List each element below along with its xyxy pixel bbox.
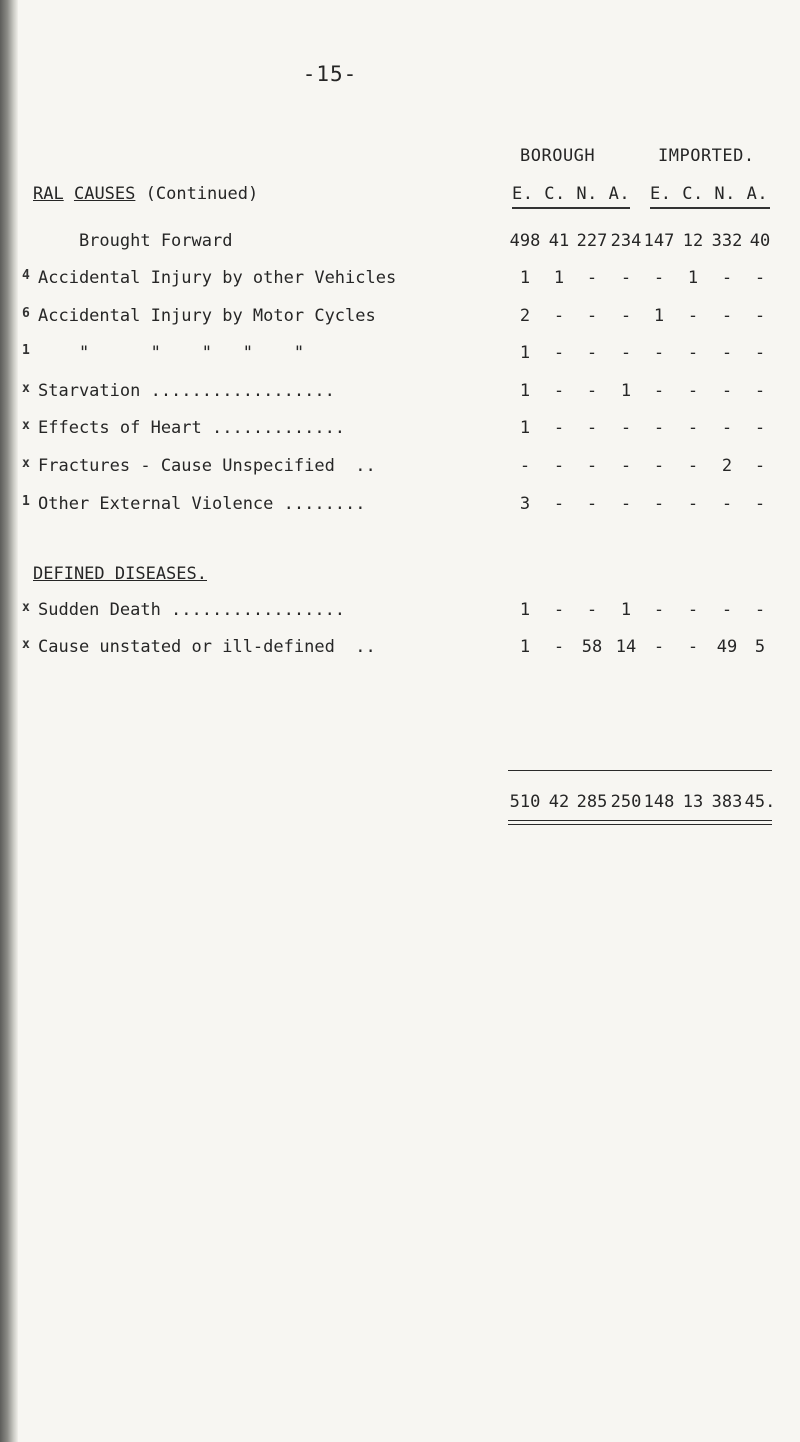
page-binding-edge [0,0,18,1442]
table-cell: - [586,494,598,514]
table-cell: - [620,494,632,514]
section-prefix: RAL [33,184,64,204]
table-cell: - [553,600,565,620]
table-cell: - [553,494,565,514]
table-cell: 40 [749,231,771,251]
imported-subheader: E. C. N. A. [650,184,769,204]
row-margin-mark: 1 [22,343,30,358]
table-cell: 5 [754,637,766,657]
total-cell: 45. [744,792,776,812]
borough-subheader: E. C. N. A. [512,184,631,204]
table-cell: - [620,418,632,438]
table-cell: 1 [519,343,531,363]
table-cell: 58 [581,637,603,657]
table-cell: 1 [519,268,531,288]
table-cell: - [687,600,699,620]
table-cell: - [519,456,531,476]
table-cell: 332 [711,231,743,251]
total-cell: 510 [509,792,541,812]
section-continued-suffix: (Continued) [145,184,259,204]
table-cell: - [721,381,733,401]
row-label: Other External Violence ........ [38,494,366,514]
table-cell: - [586,381,598,401]
table-cell: - [653,494,665,514]
table-cell: - [687,456,699,476]
table-cell: 1 [620,381,632,401]
table-cell: - [754,343,766,363]
imported-header: IMPORTED. [658,146,755,166]
row-margin-mark: 1 [22,494,30,509]
row-label: Sudden Death ................. [38,600,346,620]
section-title-text: CAUSES [73,184,136,204]
table-cell: - [721,600,733,620]
table-cell: - [721,494,733,514]
table-cell: 41 [548,231,570,251]
imported-subheader-underline [650,207,770,209]
total-cell: 148 [643,792,675,812]
table-cell: 1 [519,418,531,438]
table-cell: 2 [721,456,733,476]
table-cell: - [721,306,733,326]
table-cell: - [653,381,665,401]
total-cell: 42 [548,792,570,812]
table-cell: - [754,600,766,620]
table-cell: - [553,343,565,363]
borough-header: BOROUGH [520,146,596,166]
table-cell: 1 [519,381,531,401]
table-cell: 1 [553,268,565,288]
table-cell: 1 [620,600,632,620]
table-cell: - [754,418,766,438]
total-cell: 13 [682,792,704,812]
total-rule-bottom-2 [508,824,772,825]
table-cell: - [653,343,665,363]
table-cell: - [553,456,565,476]
table-cell: - [754,494,766,514]
table-cell: - [586,600,598,620]
row-margin-mark: x [22,637,30,652]
table-cell: - [687,494,699,514]
table-cell: - [653,600,665,620]
table-cell: - [721,418,733,438]
row-margin-mark: x [22,600,30,615]
table-cell: - [553,637,565,657]
row-margin-mark: 6 [22,306,30,321]
section-continued-title [33,184,258,204]
row-label: Fractures - Cause Unspecified .. [38,456,376,476]
table-cell: 3 [519,494,531,514]
table-cell: - [721,343,733,363]
row-label: Accidental Injury by Motor Cycles [38,306,376,326]
row-margin-mark: x [22,418,30,433]
total-cell: 250 [610,792,642,812]
row-margin-mark: x [22,381,30,396]
table-cell: - [620,268,632,288]
table-cell: - [553,418,565,438]
table-cell: 234 [610,231,642,251]
table-cell: 498 [509,231,541,251]
table-cell: - [754,268,766,288]
total-rule-bottom-1 [508,820,772,821]
table-cell: - [620,306,632,326]
table-cell: - [754,381,766,401]
table-cell: 1 [519,600,531,620]
total-cell: 383 [711,792,743,812]
total-rule-top [508,770,772,771]
table-cell: - [653,418,665,438]
table-cell: - [687,381,699,401]
row-label: " " " " " [38,343,305,363]
table-cell: - [620,456,632,476]
table-cell: - [754,456,766,476]
row-label: Effects of Heart ............. [38,418,346,438]
page-number: -15- [302,62,358,86]
table-cell: - [586,268,598,288]
table-cell: - [553,306,565,326]
table-cell: - [586,306,598,326]
row-margin-mark: 4 [22,268,30,283]
table-cell: 147 [643,231,675,251]
table-cell: 1 [687,268,699,288]
table-cell: 49 [716,637,738,657]
row-label: Accidental Injury by other Vehicles [38,268,397,288]
table-cell: 14 [615,637,637,657]
table-cell: - [553,381,565,401]
section-ill-defined-text: DEFINED DISEASES. [33,564,207,584]
borough-subheader-underline [512,207,630,209]
table-cell: 12 [682,231,704,251]
table-cell: 2 [519,306,531,326]
table-cell: - [620,343,632,363]
table-cell: - [586,343,598,363]
table-cell: - [687,418,699,438]
total-cell: 285 [576,792,608,812]
table-cell: - [653,456,665,476]
table-cell: - [687,637,699,657]
row-margin-mark: x [22,456,30,471]
table-cell: - [653,268,665,288]
table-cell: - [586,456,598,476]
table-cell: - [586,418,598,438]
row-label: Starvation .................. [38,381,335,401]
table-cell: - [687,306,699,326]
table-cell: 227 [576,231,608,251]
row-label: Brought Forward [38,231,233,251]
table-cell: 1 [519,637,531,657]
table-cell: - [653,637,665,657]
table-cell: 1 [653,306,665,326]
row-label: Cause unstated or ill-defined .. [38,637,376,657]
table-cell: - [754,306,766,326]
table-cell: - [721,268,733,288]
section-ill-defined-title [33,564,207,584]
table-cell: - [687,343,699,363]
